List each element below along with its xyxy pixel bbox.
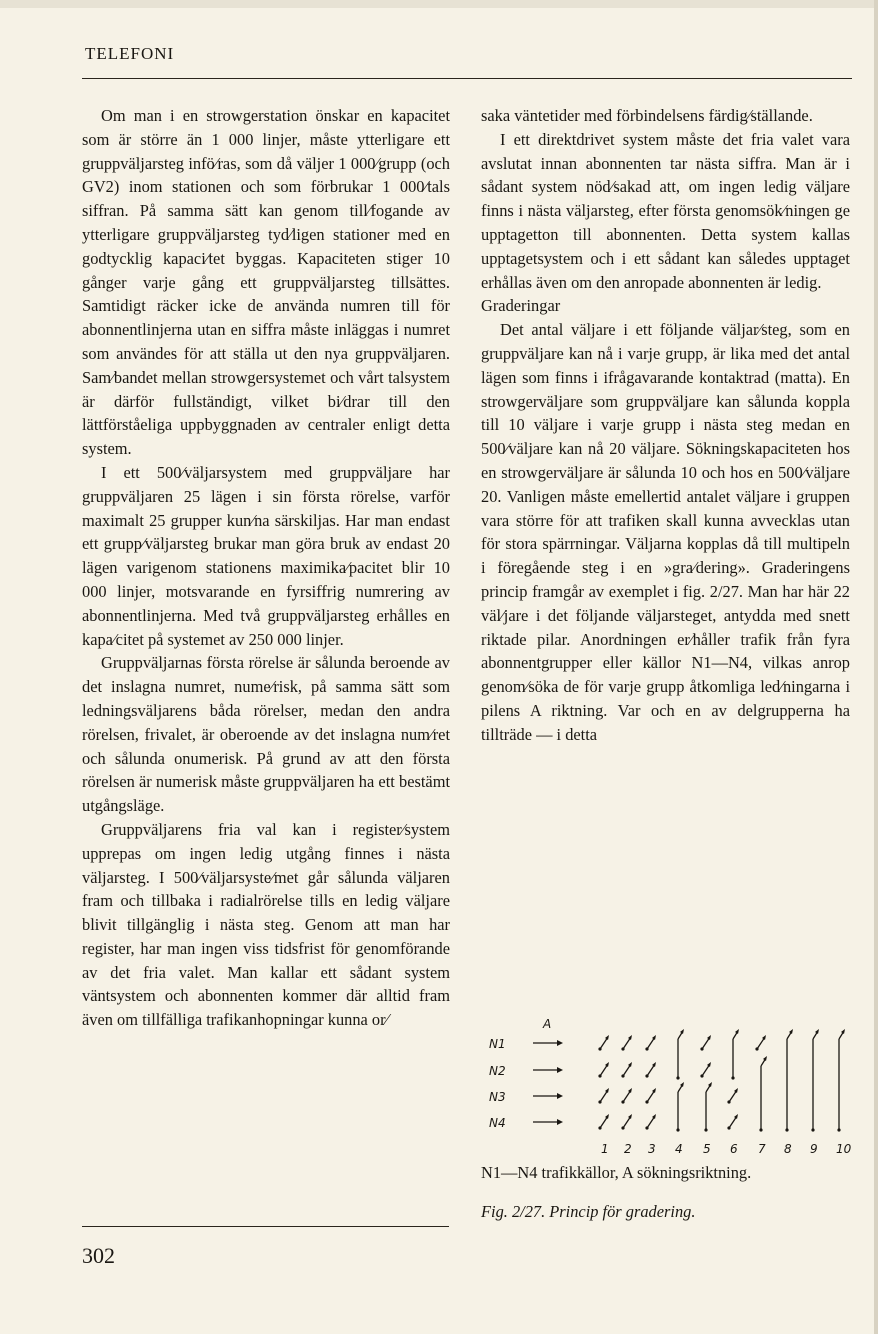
selector-arrow (763, 1056, 767, 1061)
selector-arrow (628, 1114, 632, 1119)
selector-contact (645, 1047, 648, 1050)
paragraph: Gruppväljarens fria val kan i register⁄system upprepas om ingen ledig utgång finnes i nästa väljarsteg. I 500⁄väljarsyste⁄met går sålunda väljaren fram och tillbaka i radialrörelse tills en ledig väljare blivit tillgänglig i nästa steg. Genom att man har register, har man ingen viss tidsfrist för genomförande av det fria valet. Man kallar ett sådant system väntsystem och abonnenten kommer där alltid fram även om tillfälliga trafikanhopningar kunna or⁄ (82, 819, 450, 1030)
position-number: 10 (836, 1142, 852, 1156)
row-label: N4 (489, 1116, 506, 1130)
position-number: 7 (758, 1142, 766, 1156)
selector-arrow (734, 1114, 738, 1119)
selector-contact (704, 1128, 707, 1131)
selector-arrow (652, 1035, 656, 1040)
selector-contact (598, 1074, 601, 1077)
selector-arrow (652, 1062, 656, 1067)
selector-contact (621, 1126, 624, 1129)
selector-contact (645, 1074, 648, 1077)
row-arrow-head (557, 1119, 563, 1125)
selector-arrow (708, 1082, 712, 1087)
selector-contact (727, 1100, 730, 1103)
selector-arrow (789, 1029, 793, 1034)
row-arrow-head (557, 1067, 563, 1073)
selector-contact (598, 1126, 601, 1129)
selector-arrow (605, 1035, 609, 1040)
selector-arrow (734, 1088, 738, 1093)
selector-contact (621, 1100, 624, 1103)
right-column (481, 104, 850, 747)
selector-arrow (815, 1029, 819, 1034)
selector-arrow (605, 1062, 609, 1067)
selector-arrow (680, 1029, 684, 1034)
selector-contact (598, 1100, 601, 1103)
row-arrow-head (557, 1093, 563, 1099)
page-number: 302 (82, 1243, 115, 1268)
row-label: N1 (489, 1037, 506, 1051)
paragraph: I ett 500⁄väljarsystem med gruppväljare har gruppväljaren 25 lägen i sin första rörelse, varför maximalt 25 grupper kun⁄na särskiljas. Har man endast ett grupp⁄väljarsteg brukar man göra bruk av endast 20 lägen varigenom stationens maximika⁄pacitet blir 10 000 linjer, motsvarande en fyrsiffrig numrering av abonnentlinjerna. Med två gruppväljarsteg erhålles en kapa⁄citet på systemet av 250 000 linjer. (82, 462, 450, 649)
selector-arrow (652, 1088, 656, 1093)
selector-arrow (680, 1082, 684, 1087)
selector-arrow (652, 1114, 656, 1119)
position-number: 2 (624, 1142, 632, 1156)
row-arrow-head (557, 1040, 563, 1046)
position-number: 8 (784, 1142, 792, 1156)
row-label: N2 (489, 1064, 506, 1078)
selector-contact (811, 1128, 814, 1131)
paragraph: Det antal väljare i ett följande väljar⁄steg, som en gruppväljare kan nå i varje grupp, är lika med det antal lägen som finns i ifrågavarande kontaktrad (matta). En strowgerväljare som gruppväljare kan sålunda koppla till 10 väljare i varje grupp i nästa steg medan en 500⁄väljare kan nå 20 väljare. Sökningskapaciteten hos en strowgerväljare är sålunda 10 och hos en 500⁄väljare 20. Vanligen måste emellertid antalet väljare i gruppen vara större för att trafiken skall kunna avvecklas utan för stora spärrningar. Väljarna kopplas då till multipeln i föregående steg i en »gra⁄dering». Graderingens princip framgår av exemplet i fig. 2/27. Man har här 22 väl⁄jare i det följande väljarsteget, antydda med snett riktade pilar. Anordningen er⁄håller trafik från fyra abonnentgrupper eller källor N1—N4, vilkas anrop genom⁄söka de för varje grupp åtkomliga led⁄ningarna i pilens A riktning. Var och en av delgrupperna ha tillträde — i detta (481, 320, 850, 744)
selector-contact (727, 1126, 730, 1129)
selector-arrow (605, 1088, 609, 1093)
position-number: 1 (601, 1142, 609, 1156)
selector-arrow (628, 1062, 632, 1067)
selector-arrow (707, 1035, 711, 1040)
position-number: 3 (648, 1142, 656, 1156)
selector-contact (598, 1047, 601, 1050)
selector-contact (700, 1047, 703, 1050)
selector-arrow (628, 1035, 632, 1040)
selector-arrow (707, 1062, 711, 1067)
left-column (82, 104, 450, 1032)
selector-contact (676, 1128, 679, 1131)
figure-legend: N1—N4 trafikkällor, A sökningsriktning. (481, 1163, 752, 1182)
figure-caption: Fig. 2/27. Princip för gradering. (481, 1202, 696, 1221)
section-heading: Graderingar (481, 296, 561, 316)
selector-arrow (628, 1088, 632, 1093)
paragraph: Om man i en strowgerstation önskar en kapacitet som är större än 1 000 linjer, måste ytterligare ett gruppväljarsteg infö⁄ras, som då väljer 1 000⁄grupp (och GV2) inom stationen och som förbrukar 1 000⁄tals siffran. På samma sätt kan genom till⁄fogande av ytterligare gruppväljarsteg tyd⁄ligen stationer med en godtycklig kapaci⁄tet byggas. Kapaciteten stiger 10 gånger varje gång ett gruppväljarsteg tillsättes. Samtidigt räcker icke de använda numren till för abonnentlinjerna utan en siffra måste inläggas i numret som användes för att ställa ut den nya gruppväljaren. Sam⁄bandet mellan strowgersystemet och vårt talsystem är därför fullständigt, vilket bi⁄drar till den lättförståeliga uppbyggnaden av centraler enligt detta system. (82, 106, 450, 459)
selector-contact (837, 1128, 840, 1131)
selector-contact (759, 1128, 762, 1131)
header-rule (82, 78, 852, 79)
paragraph: I ett direktdrivet system måste det fria valet vara avslutat innan abonnenten tar nästa siffra. Man är i sådant system nöd⁄sakad att, om ingen ledig väljare finns i nästa väljarsteg, efter första genomsök⁄ningen ge upptagetton till abonnenten. Detta system kallas upptagetsystem och i ett sådant kan således upptaget erhållas även om den anropade abonnenten är ledig. (481, 129, 850, 292)
position-number: 5 (703, 1142, 711, 1156)
selector-arrow (841, 1029, 845, 1034)
position-number: 4 (675, 1142, 683, 1156)
row-label: N3 (489, 1090, 506, 1104)
selector-contact (621, 1074, 624, 1077)
selector-arrow (735, 1029, 739, 1034)
grading-diagram (481, 1010, 853, 1160)
page-right-edge (874, 0, 878, 1334)
selector-arrow (762, 1035, 766, 1040)
position-number: 9 (810, 1142, 818, 1156)
selector-contact (621, 1047, 624, 1050)
page-top-edge (0, 0, 878, 8)
direction-label: A (543, 1017, 552, 1031)
selector-arrow (605, 1114, 609, 1119)
selector-contact (676, 1076, 679, 1079)
selector-contact (645, 1100, 648, 1103)
grading-figure (481, 1010, 853, 1160)
selector-contact (785, 1128, 788, 1131)
selector-contact (645, 1126, 648, 1129)
paragraph: saka väntetider med förbindelsens färdig⁄ställande. (481, 106, 813, 125)
selector-contact (731, 1076, 734, 1079)
selector-contact (755, 1047, 758, 1050)
running-header: TELEFONI (85, 44, 175, 63)
paragraph: Gruppväljarnas första rörelse är sålunda beroende av det inslagna numret, nume⁄risk, på samma sätt som ledningsväljarens båda rörelser, medan den andra rörelsen, frivalet, är oberoende av det inslagna num⁄ret och sålunda onumerisk. På grund av att den första rörelsen är numerisk måste gruppväljaren ha ett bestämt utgångsläge. (82, 653, 450, 816)
selector-contact (700, 1074, 703, 1077)
footnote-rule (82, 1226, 449, 1227)
position-number: 6 (730, 1142, 738, 1156)
